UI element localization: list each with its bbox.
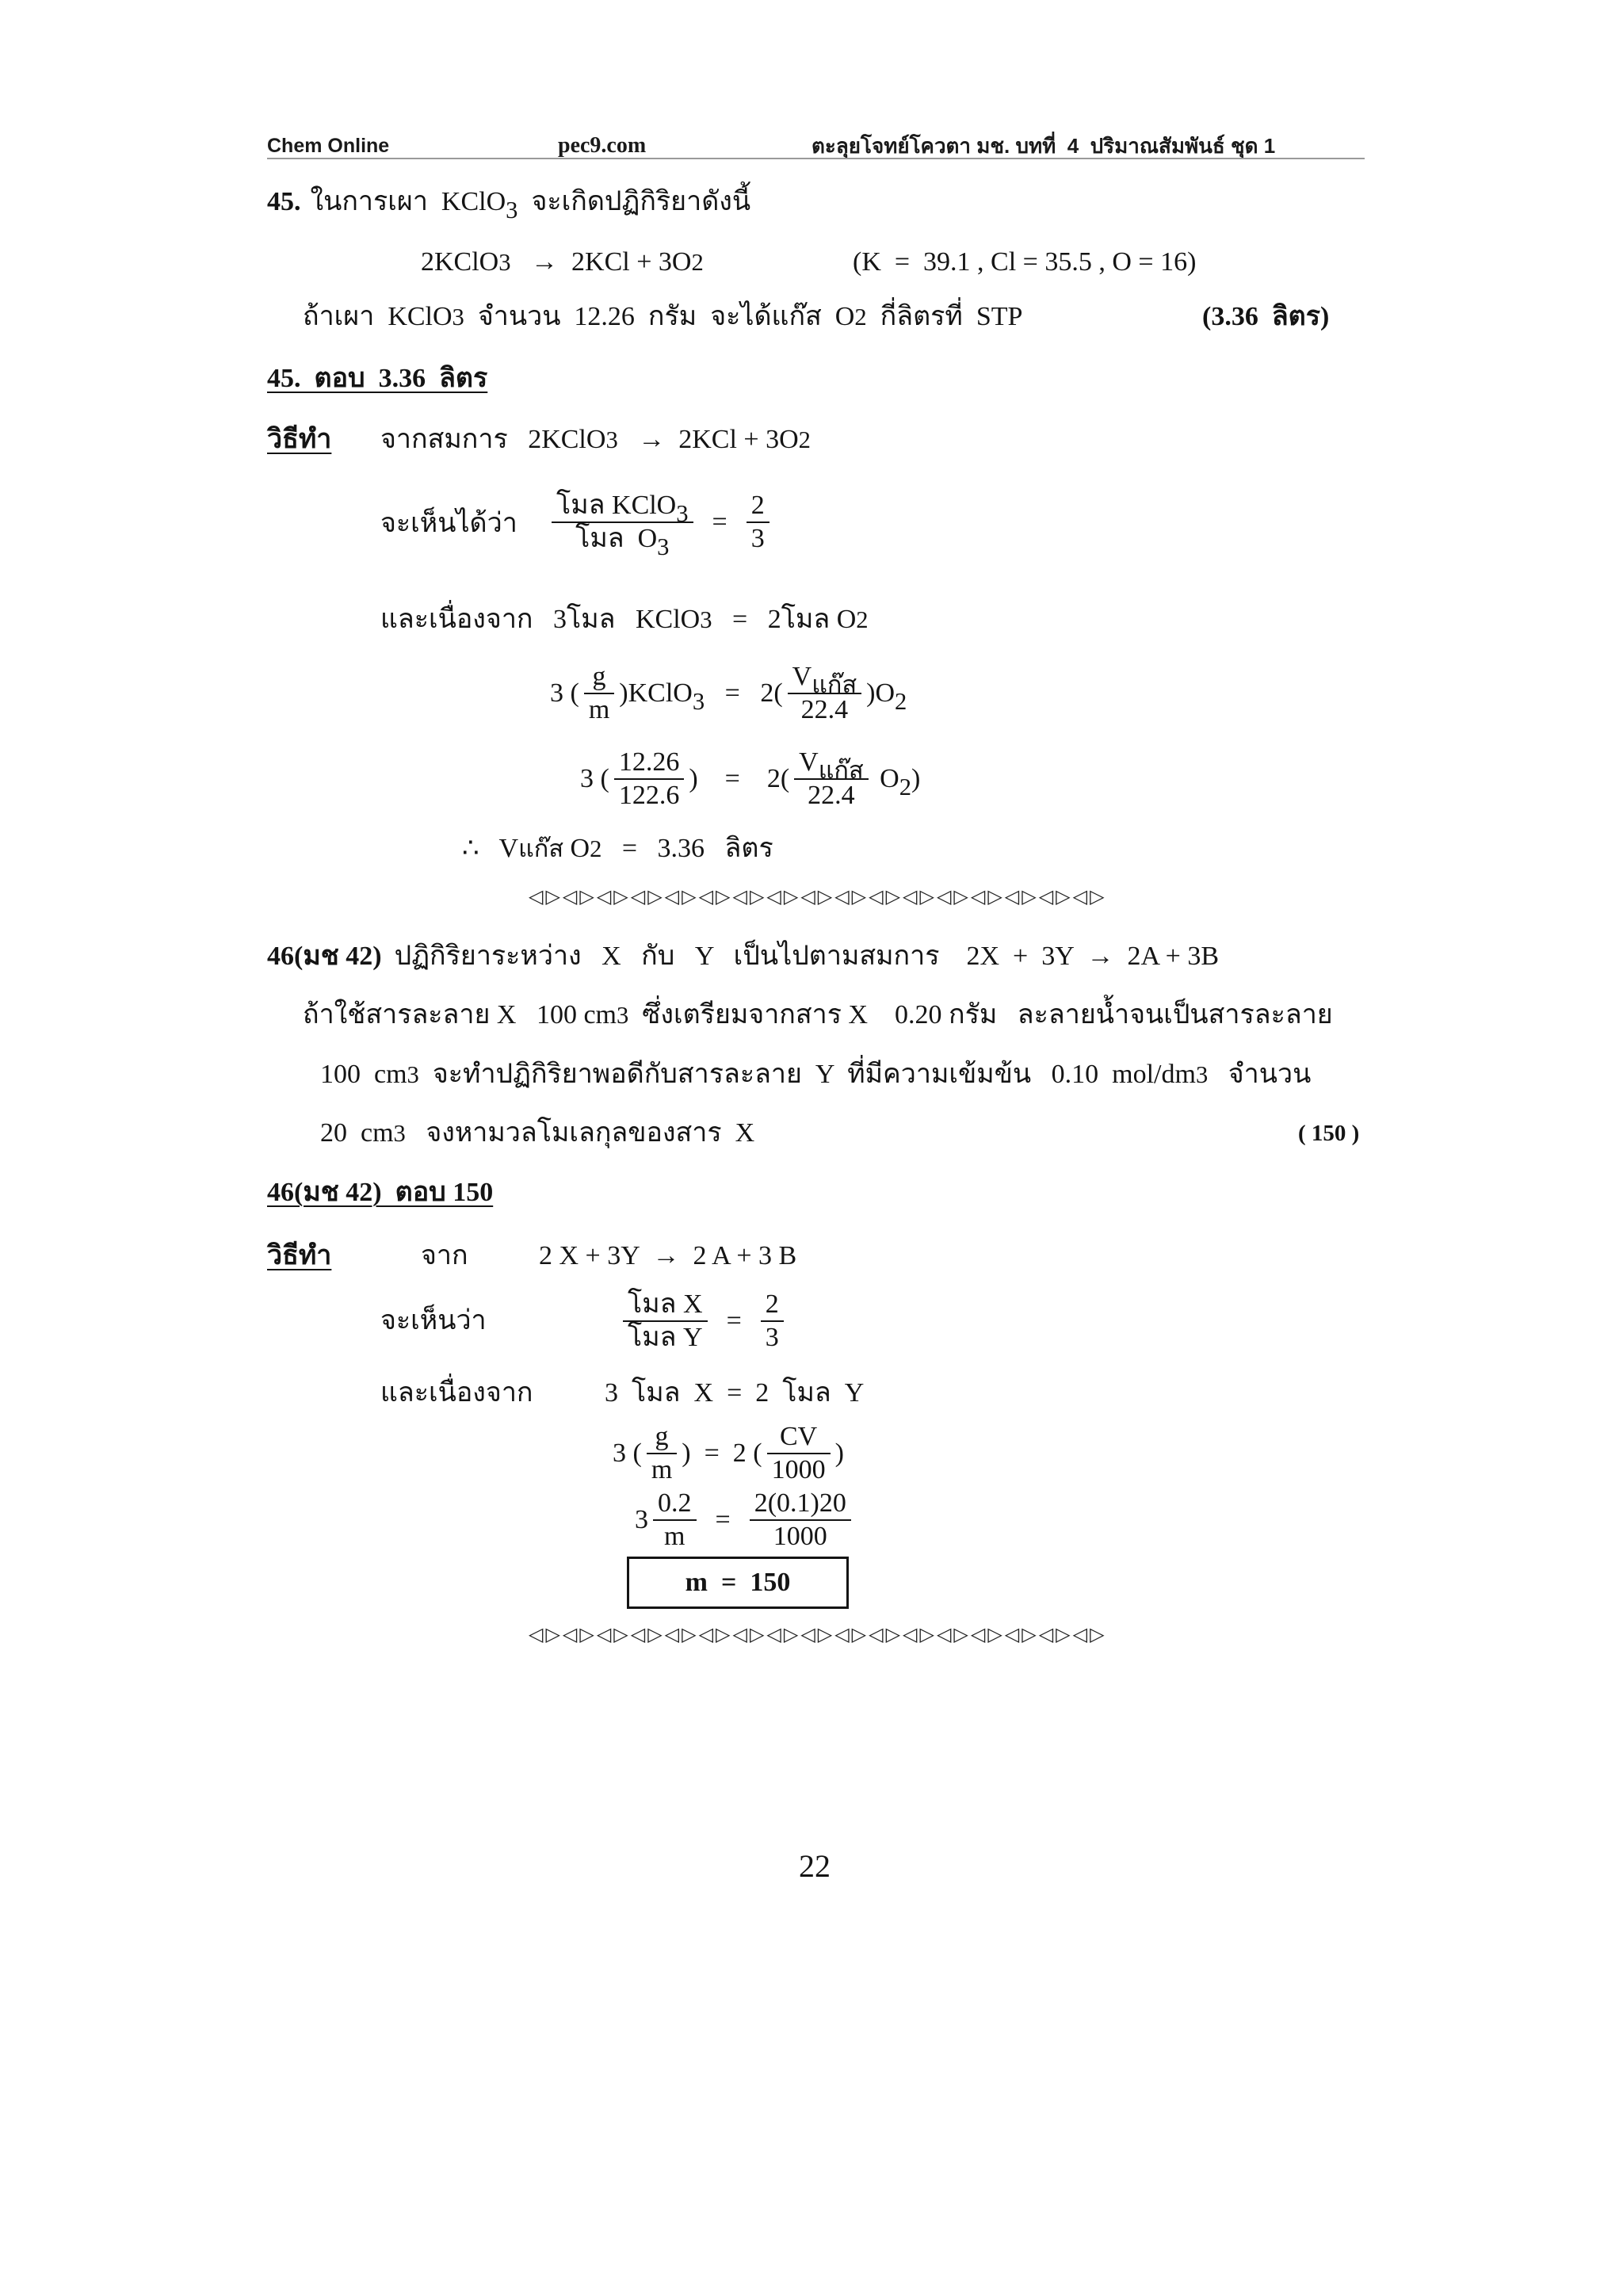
fraction-ratio-value	[761, 1290, 784, 1352]
step-tail	[866, 678, 907, 715]
header-rule	[267, 158, 1365, 159]
text-run: = 2โมล O	[712, 605, 857, 634]
fraction-g-over-m	[584, 663, 614, 724]
a46-mole-ratio	[618, 1290, 789, 1352]
section-separator: ◁▷◁▷◁▷◁▷◁▷◁▷◁▷◁▷◁▷◁▷◁▷◁▷◁▷◁▷◁▷◁▷◁▷	[529, 885, 1107, 907]
a45-since-line: และเนื่องจาก 3โมล KClO 3 = 2โมล O 2	[380, 605, 869, 634]
result-text: m = 150	[685, 1568, 791, 1597]
step-tail	[873, 763, 921, 800]
fraction-denominator: 22.4	[808, 781, 855, 810]
fraction-moles-y	[750, 1489, 851, 1551]
a46-step-2	[635, 1489, 856, 1551]
fraction-mass-over-molar-mass	[653, 1489, 697, 1551]
text-run: → 2KCl + 3O	[510, 247, 692, 277]
equals-sign: =	[726, 1306, 742, 1335]
a46-step-1	[613, 1423, 844, 1484]
a46-from-label: จาก	[421, 1241, 468, 1270]
a45-method-label: วิธีทำ	[267, 425, 332, 454]
subscript: 2	[895, 687, 907, 715]
subscript: 3	[506, 196, 518, 223]
equals-sign: =	[715, 1505, 731, 1534]
header-chapter-title: ตะลุยโจทย์โควตา มช. บทที่ 4 ปริมาณสัมพันธ์ ชุด 1	[812, 134, 1276, 158]
header-site-url: pec9.com	[558, 133, 647, 158]
page-number: 22	[799, 1848, 831, 1884]
fraction-ratio-value	[747, 491, 769, 553]
subscript: แก๊ส	[818, 756, 864, 784]
fraction-numerator	[788, 662, 861, 698]
step-lead: 3 (	[613, 1438, 642, 1468]
subscript: 2	[899, 773, 911, 800]
subscript: แก๊ส	[812, 670, 857, 698]
question-number: 45.	[267, 187, 301, 216]
equals-sign: =	[712, 507, 727, 537]
section-separator: ◁▷◁▷◁▷◁▷◁▷◁▷◁▷◁▷◁▷◁▷◁▷◁▷◁▷◁▷◁▷◁▷◁▷	[529, 1623, 1107, 1645]
fraction-numerator: CV	[779, 1422, 818, 1451]
text-run: จะทำปฏิกิริยาพอดีกับสารละลาย Y ที่มีความเข้มข้น 0.10 mol/dm	[418, 1060, 1196, 1089]
a45-result: ∴ V แก๊ส O 2 = 3.36 ลิตร	[462, 834, 773, 863]
fraction-denominator: m	[651, 1455, 673, 1484]
q46-answer-hint: ( 150 )	[1298, 1121, 1360, 1146]
fraction-numerator	[552, 491, 693, 527]
fraction-numerator: 0.2	[658, 1488, 692, 1518]
a45-heading: 45. ตอบ 3.36 ลิตร	[267, 364, 488, 393]
fraction-denominator: 3	[765, 1323, 779, 1352]
fraction-volume-over-molar-volume	[788, 663, 861, 724]
fraction-g-over-m	[647, 1423, 677, 1484]
text-run: )	[911, 764, 921, 793]
question-text	[310, 186, 751, 223]
a46-equation: 2 X + 3Y → 2 A + 3 B	[539, 1241, 797, 1270]
text-run: จากสมการ 2KClO	[380, 425, 606, 454]
question-text: ปฏิกิริยาระหว่าง X กับ Y เป็นไปตามสมการ 2X + 3Y → 2A + 3B	[394, 942, 1220, 971]
text-run: O	[563, 834, 590, 863]
text-run: 20 cm	[320, 1118, 394, 1148]
fraction-denominator: m	[588, 695, 610, 724]
step-middle: ) = 2(	[689, 764, 790, 793]
text-run: O	[873, 764, 899, 793]
q46-question-line	[267, 941, 1219, 972]
q45-question-line	[267, 186, 751, 223]
text-run: และเนื่องจาก 3โมล KClO	[380, 605, 701, 634]
step-middle: ) = 2 (	[682, 1438, 762, 1468]
step-lead: 3 (	[550, 678, 579, 708]
q45-atomic-masses: (K = 39.1 , Cl = 35.5 , O = 16)	[853, 247, 1197, 277]
fraction-numerator: โมล X	[628, 1289, 703, 1319]
q46-line-4: 20 cm 3 จงหามวลโมเลกุลของสาร X	[320, 1118, 755, 1148]
text-run: → 2KCl + 3O	[617, 425, 799, 454]
text-run: จำนวน	[1208, 1060, 1312, 1089]
a45-step-2	[580, 748, 920, 810]
header-site-name: Chem Online	[267, 135, 390, 157]
a45-step-1	[550, 663, 907, 724]
text-run: จะเกิดปฏิกิริยาดังนี้	[517, 187, 751, 216]
fraction-numerator: 2	[750, 491, 765, 520]
fraction-numerator: 2(0.1)20	[754, 1488, 846, 1518]
fraction-denominator: โมล Y	[628, 1323, 703, 1352]
fraction-denominator	[571, 523, 674, 560]
q45-ask-line: ถ้าเผา KClO 3 จำนวน 12.26 กรัม จะได้แก๊ส O 2 กี่ลิตรที่ STP	[303, 302, 1023, 331]
fraction-numerator: g	[655, 1422, 669, 1451]
text-run: โมล O	[575, 524, 658, 553]
fraction-numerator	[794, 747, 868, 784]
question-number: 46(มช 42)	[267, 942, 382, 971]
fraction-cv-over-1000	[767, 1423, 831, 1484]
a45-mole-ratio	[547, 491, 774, 560]
subscript: 3	[692, 687, 705, 715]
text-run: ในการเผา KClO	[310, 187, 506, 216]
text-run: V	[799, 747, 819, 777]
fraction-mole-ratio	[552, 491, 693, 560]
fraction-denominator: 22.4	[800, 695, 849, 724]
fraction-volume-over-molar-volume	[794, 748, 868, 810]
fraction-mass-over-molar-mass	[614, 748, 685, 810]
text-run: V	[792, 662, 812, 691]
text-run: )O	[866, 678, 896, 708]
step-tail: )	[834, 1438, 844, 1468]
text-run: จงหามวลโมเลกุลของสาร X	[405, 1118, 755, 1148]
text-run: = 2(	[705, 678, 783, 708]
text-run: )KClO	[619, 678, 693, 708]
q46-line-2: ถ้าใช้สารละลาย X 100 cm 3 ซึ่งเตรียมจากสาร X 0.20 กรัม ละลายน้ำจนเป็นสารละลาย	[303, 1000, 1333, 1030]
fraction-denominator: 1000	[773, 1522, 827, 1551]
a46-result-box	[627, 1557, 849, 1609]
a46-since-label: และเนื่องจาก	[380, 1378, 533, 1408]
text-run: ซึ่งเตรียมจากสาร X 0.20 กรัม ละลายน้ำจนเป็นสารละลาย	[628, 1000, 1333, 1030]
subscript: 3	[657, 533, 670, 560]
text-run: = 3.36 ลิตร	[601, 834, 773, 863]
a45-see-label: จะเห็นได้ว่า	[380, 509, 517, 538]
text-run: จำนวน 12.26 กรัม จะได้แก๊ส O	[464, 302, 855, 331]
text-run: 2KClO	[421, 247, 499, 277]
a46-see-label: จะเห็นว่า	[380, 1306, 487, 1335]
text-run: ∴ V	[462, 834, 519, 863]
fraction-numerator: g	[592, 662, 606, 691]
fraction-numerator: 2	[765, 1289, 779, 1319]
text-run: ถ้าใช้สารละลาย X 100 cm	[303, 1000, 617, 1030]
text-run: 100 cm	[320, 1060, 407, 1089]
step-lead: 3	[635, 1505, 648, 1534]
step-middle	[619, 678, 783, 715]
a45-from-equation: จากสมการ 2KClO 3 → 2KCl + 3O 2	[380, 425, 811, 454]
fraction-mole-ratio	[623, 1290, 708, 1352]
step-lead: 3 (	[580, 764, 609, 793]
a46-heading: 46(มช 42) ตอบ 150	[267, 1178, 494, 1207]
fraction-numerator: 12.26	[618, 747, 680, 777]
text-run: กี่ลิตรที่ STP	[866, 302, 1023, 331]
subscript: 3	[676, 499, 689, 527]
q45-answer-hint: (3.36 ลิตร)	[1202, 302, 1330, 331]
a46-method-label: วิธีทำ	[267, 1241, 332, 1270]
fraction-denominator: 3	[750, 524, 765, 553]
a46-since-line: 3 โมล X = 2 โมล Y	[605, 1378, 865, 1408]
text-run: ถ้าเผา KClO	[303, 302, 453, 331]
fraction-denominator: 122.6	[618, 781, 680, 810]
fraction-denominator: m	[664, 1522, 685, 1551]
q46-line-3: 100 cm 3 จะทำปฏิกิริยาพอดีกับสารละลาย Y ที่มีความเข้มข้น 0.10 mol/dm 3 จำนวน	[320, 1060, 1312, 1089]
fraction-denominator: 1000	[771, 1455, 826, 1484]
q45-equation: 2KClO 3 → 2KCl + 3O 2	[421, 247, 704, 277]
text-run: โมล KClO	[556, 491, 677, 520]
